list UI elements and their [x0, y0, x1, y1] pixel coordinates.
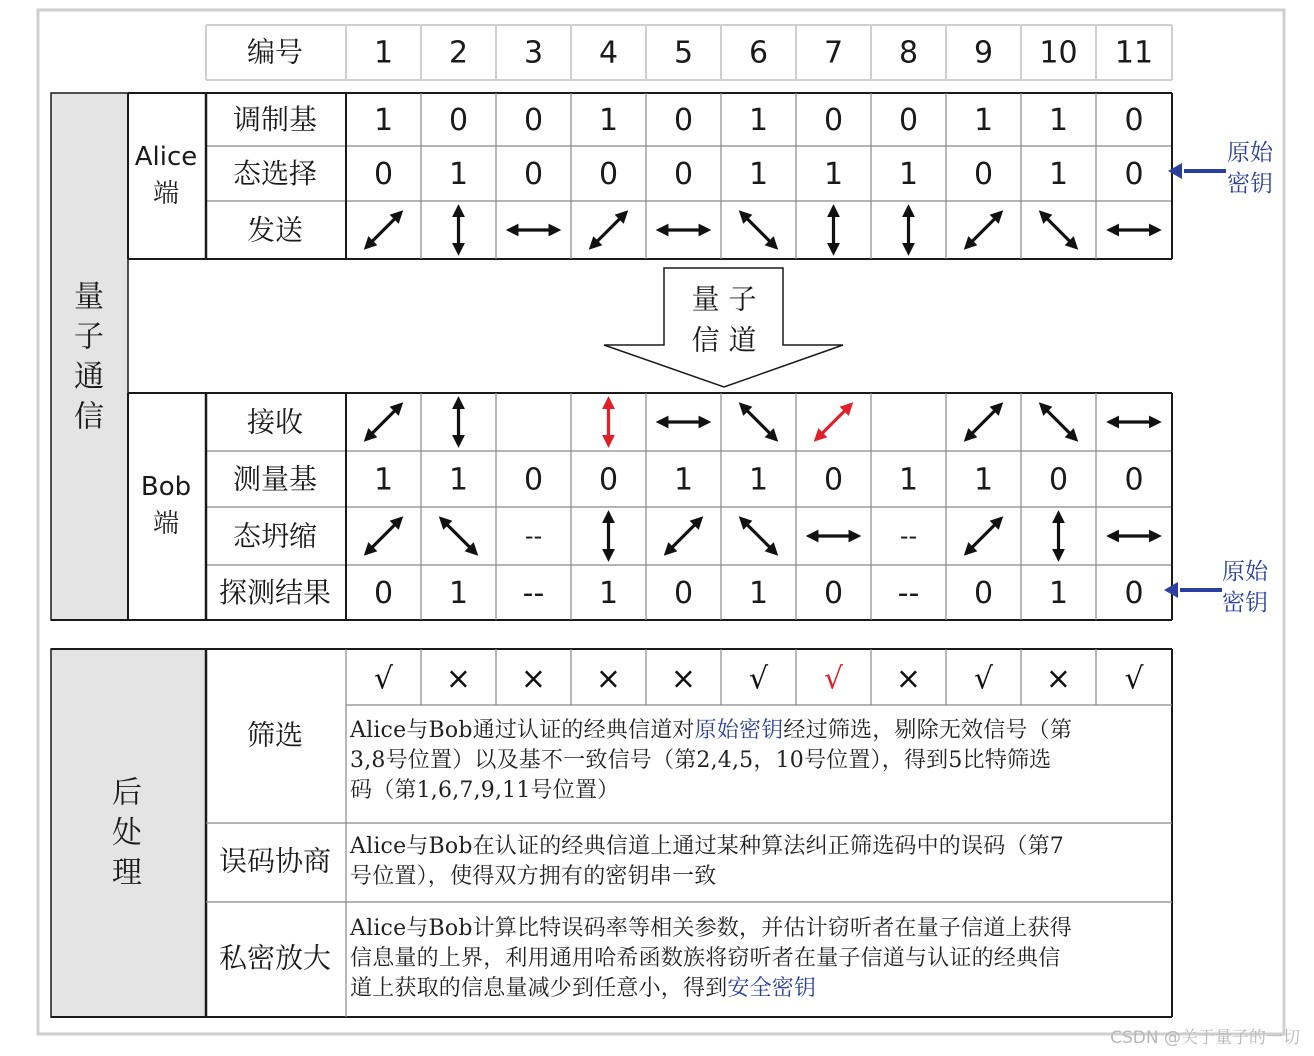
- cell-value: 1: [448, 576, 469, 611]
- text-segment: 号位置），使得双方拥有的密钥串一致: [350, 864, 717, 889]
- post-label-char: 处: [112, 815, 142, 851]
- row-label: 发送: [246, 213, 304, 247]
- column-number: 3: [523, 35, 544, 71]
- column-number: 1: [373, 35, 394, 71]
- dash-mark: --: [524, 522, 543, 550]
- cell-value: 0: [598, 157, 619, 192]
- check-mark: √: [823, 661, 844, 697]
- bob-label: Bob: [140, 472, 192, 502]
- row-label: 探测结果: [218, 576, 332, 609]
- raw-key-label-line: 原始: [1222, 559, 1268, 585]
- description-line: [350, 944, 1168, 974]
- quantum-label-char: 量: [74, 279, 104, 315]
- polarization-arrow: [742, 213, 776, 247]
- post-label-char: 理: [112, 855, 142, 891]
- check-mark: √: [973, 661, 994, 697]
- quantum-side-panel: [51, 93, 128, 620]
- text-segment: 经过筛选，剔除无效信号（第: [783, 718, 1073, 743]
- cell-value: 0: [1124, 157, 1144, 192]
- cross-mark: ×: [445, 661, 472, 697]
- cell-value: 0: [673, 576, 694, 611]
- cell-value: 0: [448, 103, 469, 138]
- cell-value: 1: [748, 103, 769, 138]
- raw-key-label: [1222, 557, 1268, 619]
- cell-value: 0: [523, 462, 544, 498]
- cell-value: 1: [1048, 157, 1069, 192]
- check-mark: √: [373, 661, 394, 697]
- polarization-arrow: [742, 519, 776, 553]
- cell-value: 0: [973, 576, 994, 611]
- polarization-arrow: [967, 405, 1001, 439]
- raw-key-label-line: 密钥: [1222, 590, 1268, 616]
- post-row-label: 误码协商: [218, 844, 332, 878]
- cell-value: 1: [898, 157, 919, 192]
- cell-value: 0: [523, 103, 544, 138]
- column-number: 5: [673, 35, 694, 71]
- cell-value: 1: [373, 103, 394, 138]
- post-row-label: 私密放大: [218, 941, 332, 975]
- cell-value: 0: [823, 462, 844, 498]
- cell-value: 0: [673, 103, 694, 138]
- post-description: [350, 914, 1168, 1004]
- polarization-arrow: [367, 213, 401, 247]
- post-row-label: 筛选: [246, 718, 304, 752]
- column-number: 4: [598, 35, 619, 71]
- raw-key-label-line: 密钥: [1227, 171, 1273, 197]
- cell-value: 0: [823, 103, 844, 138]
- cell-value: 0: [823, 576, 844, 611]
- cell-value: 0: [673, 157, 694, 192]
- polarization-arrow: [367, 519, 401, 553]
- cell-value: 1: [748, 157, 769, 192]
- quantum-label-char: 信: [74, 399, 104, 435]
- alice-label-suffix: 端: [152, 179, 180, 209]
- cell-value: 0: [373, 157, 394, 192]
- text-segment: Alice与Bob计算比特误码率等相关参数，并估计窃听者在量子信道上获得: [350, 916, 1072, 941]
- cell-value: 0: [898, 103, 919, 138]
- cell-value: 0: [1124, 462, 1144, 498]
- quantum-label-char: 通: [74, 359, 104, 395]
- description-line: [350, 716, 1168, 746]
- description-line: [350, 914, 1168, 944]
- cell-value: 1: [448, 157, 469, 192]
- cell-value: 1: [973, 462, 994, 498]
- cell-value: 0: [598, 462, 619, 498]
- header-label: 编号: [246, 35, 304, 69]
- cell-value: 1: [1048, 103, 1069, 138]
- post-label-char: 后: [112, 775, 142, 811]
- text-segment: 3,8号位置）以及基不一致信号（第2,4,5，10号位置），得到5比特筛选: [350, 748, 1052, 773]
- cross-mark: ×: [895, 661, 922, 697]
- raw-key-label-line: 原始: [1227, 140, 1273, 166]
- channel-label: 信 道: [691, 323, 757, 357]
- polarization-arrow: [1042, 405, 1076, 439]
- cell-value: 1: [673, 462, 694, 498]
- column-number: 8: [898, 35, 919, 71]
- highlight-text: 安全密钥: [727, 976, 817, 1001]
- text-segment: 码（第1,6,7,9,11号位置）: [350, 778, 620, 803]
- text-segment: 道上获取的信息量减少到任意小，得到: [350, 976, 728, 1001]
- cell-value: 1: [598, 576, 619, 611]
- cell-value: 0: [973, 157, 994, 192]
- polarization-arrow: [967, 213, 1001, 247]
- column-number: 6: [748, 35, 769, 71]
- cell-value: 1: [973, 103, 994, 138]
- cross-mark: ×: [670, 661, 697, 697]
- cell-value: 1: [898, 462, 919, 498]
- polarization-arrow: [967, 519, 1001, 553]
- dash-mark: --: [522, 576, 545, 611]
- text-segment: Alice与Bob在认证的经典信道上通过某种算法纠正筛选码中的误码（第7: [350, 834, 1064, 859]
- description-line: [350, 862, 1168, 892]
- description-line: [350, 776, 1168, 806]
- row-label: 接收: [246, 405, 304, 439]
- watermark: CSDN @关于量子的一切: [1110, 1028, 1300, 1048]
- row-label: 态坍缩: [232, 519, 318, 553]
- cell-value: 1: [748, 462, 769, 498]
- text-segment: 信息量的上界，利用通用哈希函数族将窃听者在量子信道与认证的经典信: [350, 946, 1061, 971]
- post-description: [350, 832, 1168, 892]
- post-description: [350, 716, 1168, 806]
- dash-mark: --: [899, 522, 918, 550]
- cell-value: 0: [1048, 462, 1069, 498]
- column-number: 2: [448, 35, 469, 71]
- cell-value: 1: [448, 462, 469, 498]
- cross-mark: ×: [595, 661, 622, 697]
- dash-mark: --: [897, 576, 920, 611]
- check-mark: √: [748, 661, 769, 697]
- highlight-text: 原始密钥: [694, 718, 784, 743]
- row-label: 态选择: [232, 157, 318, 190]
- cross-mark: ×: [1045, 661, 1072, 697]
- cell-value: 1: [373, 462, 394, 498]
- polarization-arrow: [592, 213, 626, 247]
- cell-value: 1: [598, 103, 619, 138]
- cell-value: 1: [823, 157, 844, 192]
- text-segment: Alice与Bob通过认证的经典信道对: [350, 718, 695, 743]
- column-number: 10: [1039, 35, 1078, 71]
- cell-value: 0: [1124, 103, 1144, 138]
- quantum-label-char: 子: [74, 319, 104, 355]
- polarization-arrow: [742, 405, 776, 439]
- polarization-arrow: [367, 405, 401, 439]
- cell-value: 0: [1124, 576, 1144, 611]
- bob-label-suffix: 端: [152, 509, 180, 539]
- check-mark: √: [1124, 661, 1144, 697]
- description-line: [350, 746, 1168, 776]
- description-line: [350, 832, 1168, 862]
- row-label: 测量基: [232, 462, 318, 496]
- row-label: 调制基: [232, 103, 318, 136]
- cross-mark: ×: [520, 661, 547, 697]
- alice-label: Alice: [134, 142, 198, 172]
- error-arrow: [817, 405, 851, 439]
- cell-value: 0: [373, 576, 394, 611]
- raw-key-arrow-head: [1168, 163, 1182, 179]
- polarization-arrow: [1042, 213, 1076, 247]
- channel-label: 量 子: [691, 282, 757, 316]
- cell-value: 1: [1048, 576, 1069, 611]
- column-number: 11: [1114, 35, 1154, 71]
- polarization-arrow: [667, 519, 701, 553]
- raw-key-label: [1227, 138, 1273, 200]
- column-number: 7: [823, 35, 844, 71]
- column-number: 9: [973, 35, 994, 71]
- polarization-arrow: [442, 519, 476, 553]
- cell-value: 1: [748, 576, 769, 611]
- cell-value: 0: [523, 157, 544, 192]
- description-line: [350, 974, 1168, 1004]
